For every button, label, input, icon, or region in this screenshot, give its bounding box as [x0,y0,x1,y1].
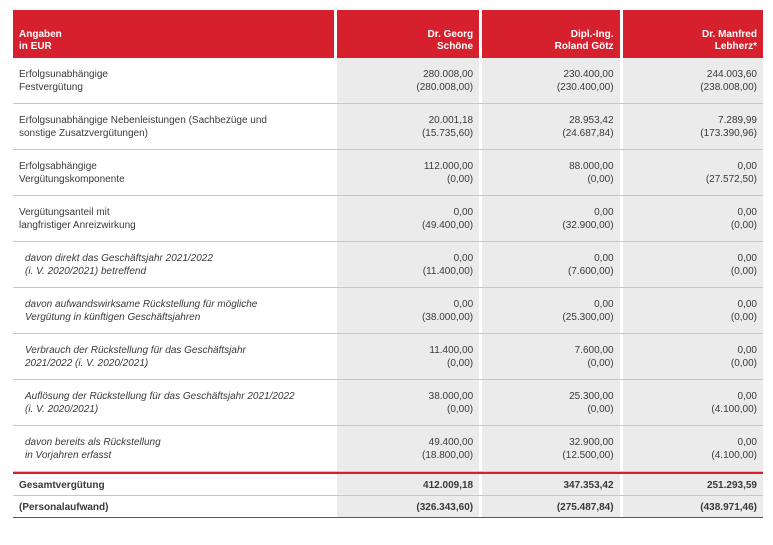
row-value-line: 49.400,00 [428,437,474,448]
personnel-expense-value: (275.487,84) [482,496,619,518]
row-value-line: (0,00) [447,358,474,369]
row-value-line: (4.100,00) [711,450,757,461]
total-value: 251.293,59 [623,474,763,496]
header-label-line: Angaben [19,29,62,40]
row-value-line: 25.300,00 [569,391,614,402]
row-value [482,426,619,472]
row-value-line: (11.400,00) [422,266,474,277]
row-value-line: (0,00) [730,220,757,231]
row-value-line: (15.735,60) [421,128,474,139]
table-row [13,104,763,150]
row-value-line: 0,00 [737,207,757,218]
row-label-line: (i. V. 2020/2021) [25,404,99,415]
row-value-line: (12.500,00) [562,450,614,461]
row-value-line: 11.400,00 [429,345,474,356]
total-row [13,474,763,496]
row-label [13,150,334,196]
compensation-table [13,10,763,518]
header-goetz [482,10,619,58]
row-label-line: davon aufwandswirksame Rückstellung für mögliche [25,299,258,310]
row-value-line: 28.953,42 [569,115,614,126]
personnel-expense-value: (326.343,60) [337,496,479,518]
row-label [13,242,334,288]
row-label [13,426,334,472]
row-value-line: 0,00 [737,253,757,264]
row-value-line: 0,00 [594,207,614,218]
row-value [482,242,619,288]
row-value-line: (32.900,00) [562,220,614,231]
row-label [13,58,334,104]
row-value [337,196,479,242]
row-value [337,288,479,334]
row-value [482,58,619,104]
row-value-line: 0,00 [737,437,757,448]
row-value-line: 0,00 [737,345,757,356]
row-label-line: Vergütungsanteil mit [19,207,110,218]
row-value [482,104,619,150]
row-label [13,334,334,380]
header-label-line: in EUR [19,41,52,52]
table-row [13,196,763,242]
row-value-line: 230.400,00 [563,69,614,80]
row-value-line: (173.390,96) [700,128,757,139]
row-label [13,196,334,242]
row-value-line: (0,00) [447,174,474,185]
header-name-line: Schöne [436,41,474,52]
row-value-line: 0,00 [594,299,614,310]
header-schoene [337,10,479,58]
row-value [482,334,619,380]
row-value [337,242,479,288]
row-value-line: 20.001,18 [428,115,474,126]
row-value-line: 0,00 [453,207,474,218]
row-value-line: 0,00 [453,299,474,310]
row-label-line: Erfolgsunabhängige Nebenleistungen (Sachbezüge und [19,115,267,126]
row-label-line: Festvergütung [19,82,83,93]
table-row [13,58,763,104]
row-label-line: langfristiger Anreizwirkung [19,220,136,231]
row-value-line: 7.600,00 [574,345,614,356]
header-name-line: Roland Götz [554,41,614,52]
table-row [13,242,763,288]
row-value [623,104,763,150]
row-value-line: (0,00) [730,358,757,369]
table-header [13,10,763,58]
row-value-line: (238.008,00) [700,82,757,93]
header-name-line: Dipl.-Ing. [570,29,614,40]
row-label [13,104,334,150]
row-value [623,426,763,472]
table-row [13,334,763,380]
row-value [482,380,619,426]
row-label [13,288,334,334]
table-row [13,288,763,334]
row-value-line: (230.400,00) [556,82,614,93]
row-label-line: davon bereits als Rückstellung [25,437,161,448]
row-value-line: 112.000,00 [423,161,474,172]
row-value-line: 0,00 [737,299,757,310]
row-value [337,58,479,104]
row-value [337,380,479,426]
personnel-expense-row [13,496,763,518]
row-value [482,196,619,242]
row-value [623,58,763,104]
row-value-line: (0,00) [730,266,757,277]
row-label-line: Vergütungskomponente [19,174,125,185]
table-body [13,58,763,472]
row-label-line: davon direkt das Geschäftsjahr 2021/2022 [25,253,213,264]
row-value-line: (280.008,00) [416,82,474,93]
header-name-line: Dr. Georg [427,29,474,40]
row-value [337,426,479,472]
row-value [623,196,763,242]
table-row [13,426,763,472]
row-value-line: 280.008,00 [423,69,474,80]
row-value [337,104,479,150]
row-label-line: Erfolgsunabhängige [19,69,108,80]
row-value-line: 0,00 [737,391,757,402]
personnel-expense-value: (438.971,46) [623,496,763,518]
row-value [337,150,479,196]
row-value-line: (25.300,00) [562,312,614,323]
table-row [13,150,763,196]
row-value [623,150,763,196]
personnel-expense-label: (Personalaufwand) [19,502,109,513]
header-name-line: Dr. Manfred [701,29,757,40]
header-label [13,10,334,58]
table-row [13,380,763,426]
row-value [623,288,763,334]
total-value: 347.353,42 [482,474,619,496]
row-value-line: 0,00 [453,253,474,264]
row-value-line: (0,00) [587,358,614,369]
row-label [13,380,334,426]
row-value-line: (24.687,84) [562,128,614,139]
row-label-line: in Vorjahren erfasst [25,450,112,461]
row-value-line: (0,00) [730,312,757,323]
row-value [623,380,763,426]
row-value-line: (7.600,00) [567,266,614,277]
row-value-line: 0,00 [737,161,757,172]
row-value [482,150,619,196]
row-value-line: 38.000,00 [428,391,474,402]
row-label-line: Verbrauch der Rückstellung für das Geschäftsjahr [25,345,246,356]
row-label-line: 2021/2022 (i. V. 2020/2021) [25,358,149,369]
row-value-line: 88.000,00 [569,161,614,172]
row-value-line: (49.400,00) [421,220,474,231]
row-label-line: Erfolgsabhängige [19,161,97,172]
total-label: Gesamtvergütung [19,480,105,491]
row-value-line: 32.900,00 [569,437,614,448]
row-label-line: sonstige Zusatzvergütungen) [19,128,148,139]
row-value-line: (18.800,00) [421,450,474,461]
row-value-line: (38.000,00) [421,312,474,323]
row-value-line: (0,00) [447,404,474,415]
row-value-line: 244.003,60 [706,69,757,80]
row-value [337,334,479,380]
header-name-line: Lebherz* [714,41,757,52]
row-label-line: Vergütung in künftigen Geschäftsjahren [25,312,201,323]
row-label-line: (i. V. 2020/2021) betreffend [25,266,147,277]
total-value: 412.009,18 [337,474,479,496]
row-value [623,242,763,288]
row-value-line: (4.100,00) [711,404,757,415]
row-value-line: (27.572,50) [705,174,757,185]
row-value-line: (0,00) [587,404,614,415]
row-value [482,288,619,334]
row-value [623,334,763,380]
row-label-line: Auflösung der Rückstellung für das Geschäftsjahr 2021/2022 [25,391,295,402]
row-value-line: 0,00 [594,253,614,264]
header-lebherz [623,10,763,58]
row-value-line: (0,00) [587,174,614,185]
row-value-line: 7.289,99 [718,115,757,126]
